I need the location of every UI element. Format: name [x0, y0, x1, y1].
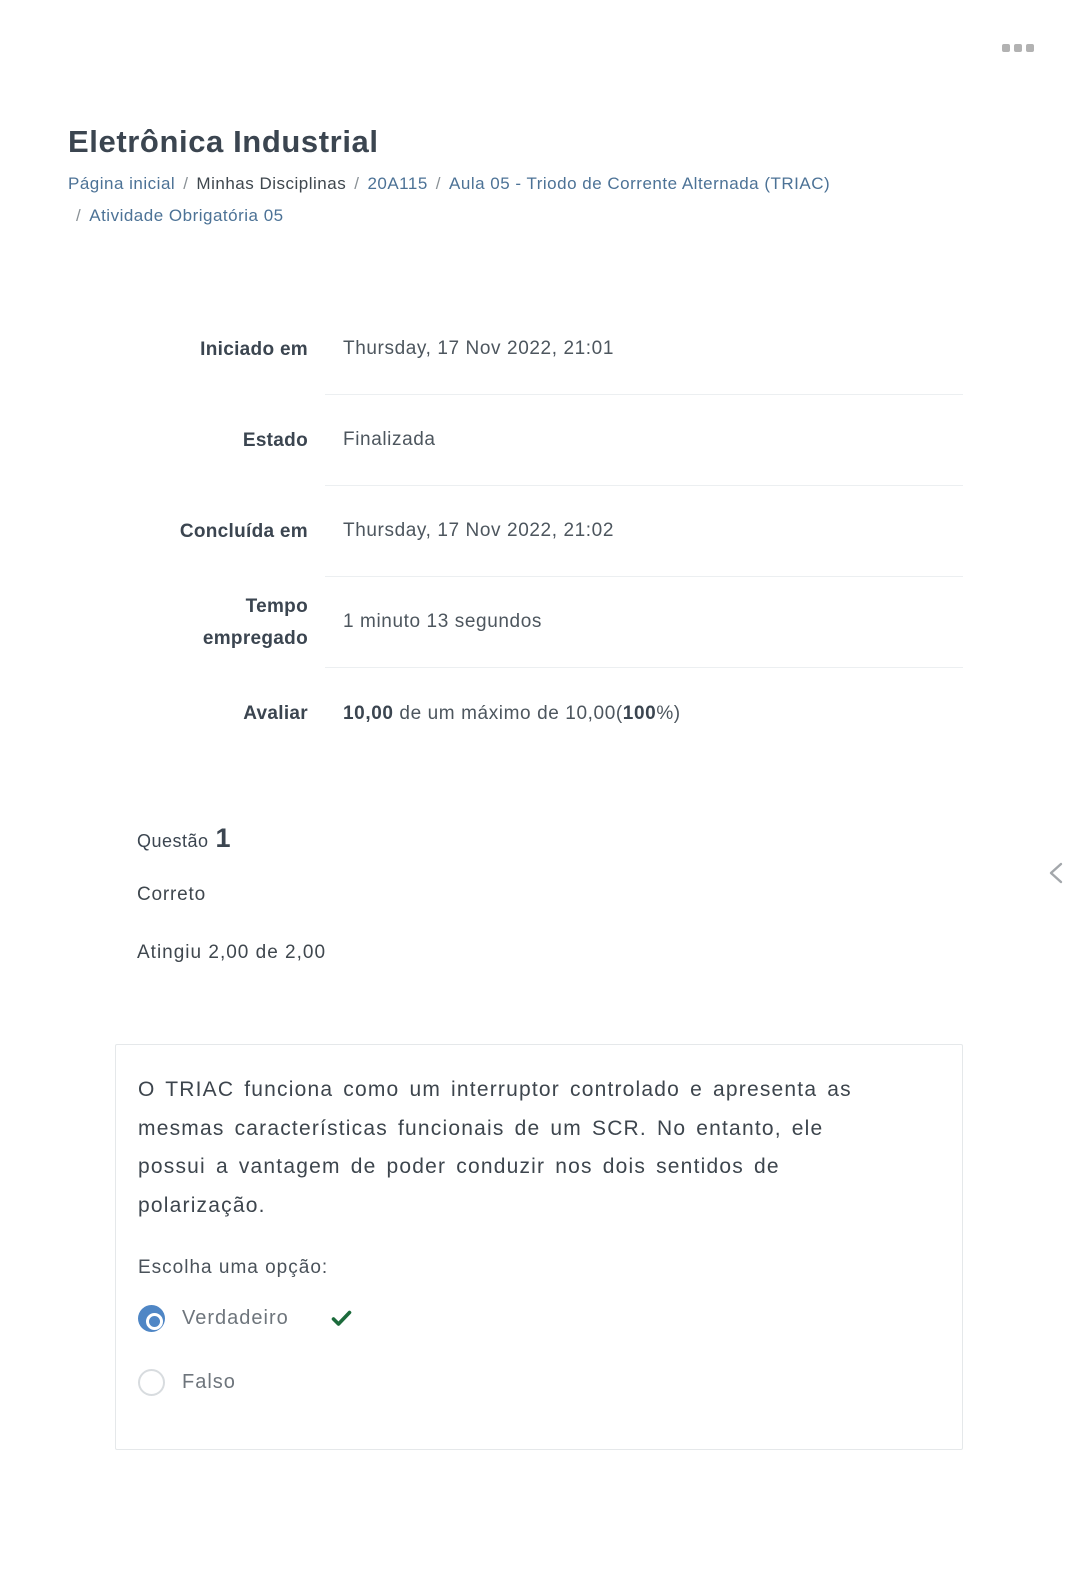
question-state-badge: Correto — [137, 884, 206, 905]
drawer-toggle-button[interactable] — [1044, 858, 1070, 893]
question-card — [115, 1044, 963, 1450]
summary-value: Thursday, 17 Nov 2022, 21:02 — [325, 486, 963, 577]
correct-checkmark-icon — [331, 1309, 352, 1328]
radio-unselected-icon[interactable] — [138, 1369, 165, 1396]
more-options-dot — [1002, 44, 1010, 52]
breadcrumb-separator: / — [354, 174, 360, 193]
radio-selected-icon[interactable] — [138, 1305, 165, 1332]
breadcrumb-item-my-courses: / Minhas Disciplinas — [175, 168, 346, 200]
question-grade-text: Atingiu 2,00 de 2,00 — [137, 942, 327, 963]
summary-label: Iniciado em — [200, 338, 308, 360]
option-label: Verdadeiro — [182, 1307, 289, 1329]
summary-row-started — [150, 304, 963, 395]
page-title: Eletrônica Industrial — [68, 124, 379, 159]
summary-label: Estado — [242, 429, 308, 451]
grade-percent: 100 — [622, 702, 657, 724]
summary-value-grade — [325, 668, 963, 759]
summary-row-state — [150, 395, 963, 486]
breadcrumb-separator: / — [76, 206, 82, 225]
grade-suffix: %) — [656, 702, 681, 724]
summary-value: 1 minuto 13 segundos — [325, 577, 963, 668]
question-info — [137, 823, 988, 964]
question-label: Questão — [137, 831, 209, 851]
option-verdadeiro[interactable] — [138, 1305, 940, 1332]
answer-prompt: Escolha uma opção: — [138, 1257, 329, 1278]
summary-row-time-taken — [150, 577, 963, 668]
more-options-dot — [1014, 44, 1022, 52]
option-falso[interactable] — [138, 1369, 940, 1396]
grade-middle-text: de um máximo de 10,00( — [393, 702, 623, 724]
summary-value: Finalizada — [325, 395, 963, 486]
breadcrumb-item-activity[interactable]: / Atividade Obrigatória 05 — [68, 200, 284, 232]
summary-row-completed — [150, 486, 963, 577]
breadcrumb-item-home[interactable]: Página inicial — [68, 174, 176, 193]
more-options-dot — [1026, 44, 1034, 52]
breadcrumb-item-lesson[interactable]: / Aula 05 - Triodo de Corrente Alternada (TRIAC) — [428, 168, 830, 200]
more-options-icon[interactable] — [1002, 44, 1034, 52]
question-number-line — [137, 823, 988, 854]
chevron-left-icon — [1044, 875, 1070, 892]
breadcrumb-separator: / — [183, 174, 189, 193]
summary-label: Concluída em — [179, 520, 308, 542]
question-text: O TRIAC funciona como um interruptor controlado e apresenta as mesmas características funcionais de um SCR. No entanto, ele possui a vantagem de poder conduzir nos dois sentidos de polarização. — [138, 1078, 852, 1217]
grade-value: 10,00 — [343, 702, 394, 724]
summary-row-grade — [150, 668, 963, 759]
summary-label: Avaliar — [243, 702, 308, 724]
summary-value: Thursday, 17 Nov 2022, 21:01 — [325, 304, 963, 395]
breadcrumb-separator: / — [435, 174, 442, 193]
breadcrumb-item-course[interactable]: / 20A115 — [346, 168, 428, 200]
breadcrumb — [68, 168, 988, 232]
answer-options — [138, 1305, 940, 1396]
attempt-summary-table — [150, 304, 963, 759]
question-number: 1 — [215, 823, 231, 853]
option-label: Falso — [182, 1371, 236, 1393]
summary-label: Tempo empregado — [202, 595, 308, 649]
